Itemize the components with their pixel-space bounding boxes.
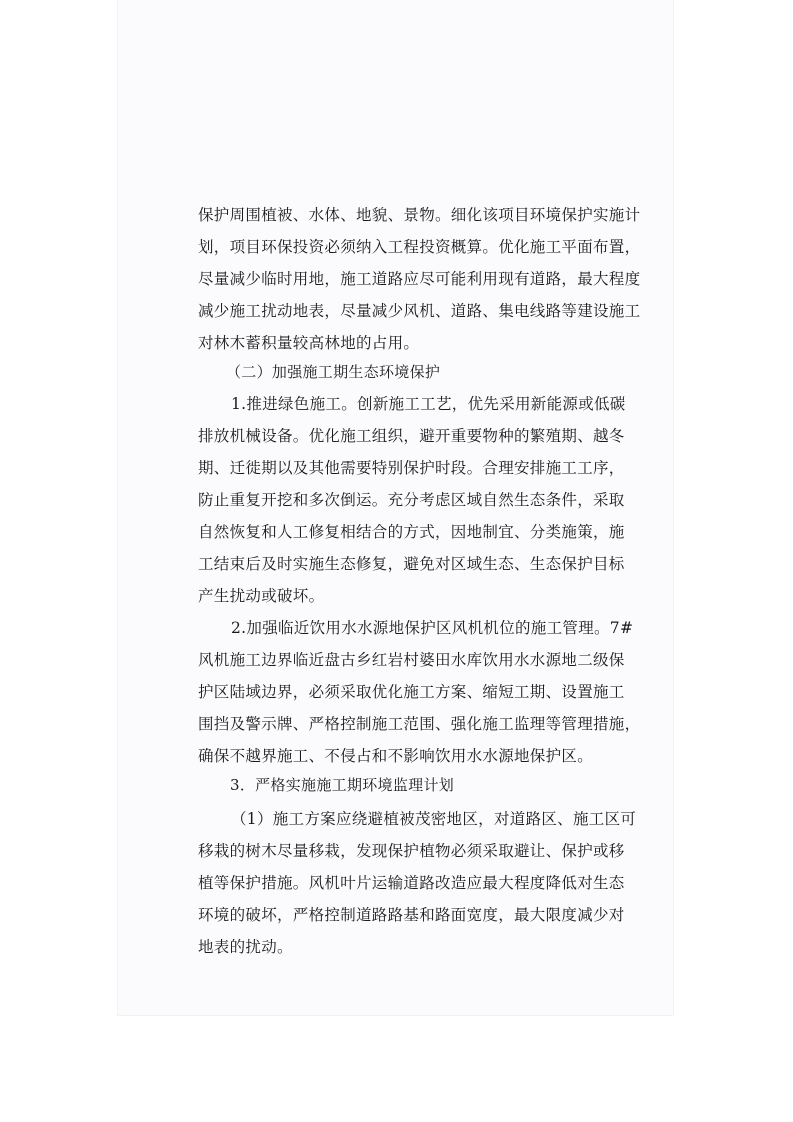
paragraph-line: 尽量减少临时用地，施工道路应尽可能利用现有道路，最大程度 (198, 270, 641, 288)
paragraph-line: 保护周围植被、水体、地貌、景物。细化该项目环境保护实施计 (198, 206, 641, 224)
paragraph-line: 防止重复开挖和多次倒运。充分考虑区域自然生态条件，采取 (198, 491, 625, 509)
paragraph-line: 移栽的树木尽量移栽，发现保护植物必须采取避让、保护或移 (198, 842, 625, 860)
paragraph-line: （1）施工方案应绕避植被茂密地区，对道路区、施工区可 (231, 810, 637, 828)
paragraph-line: 确保不越界施工、不侵占和不影响饮用水水源地保护区。 (198, 747, 594, 765)
paragraph-line: 环境的破坏，严格控制道路路基和路面宽度，最大限度减少对 (198, 906, 625, 924)
section-heading: 3．严格实施施工期环境监理计划 (230, 776, 455, 794)
paragraph-line: 产生扰动或破坏。 (198, 587, 325, 605)
paragraph-line: 2.加强临近饮用水水源地保护区风机机位的施工管理。7# (231, 619, 634, 637)
paragraph-line: 期、迁徙期以及其他需要特别保护时段。合理安排施工工序， (198, 459, 625, 477)
paragraph-line: 工结束后及时实施生态修复，避免对区域生态、生态保护目标 (198, 555, 625, 573)
paragraph-line: 减少施工扰动地表，尽量减少风机、道路、集电线路等建设施工 (198, 302, 641, 320)
paragraph-line: 护区陆域边界，必须采取优化施工方案、缩短工期、设置施工 (198, 683, 625, 701)
paragraph-line: 地表的扰动。 (198, 938, 293, 956)
paragraph-line: 围挡及警示牌、严格控制施工范围、强化施工监理等管理措施， (198, 715, 641, 733)
paragraph-line: 对林木蓄积量较高林地的占用。 (198, 334, 420, 352)
paragraph-line: 植等保护措施。风机叶片运输道路改造应最大程度降低对生态 (198, 874, 625, 892)
paragraph-line: 排放机械设备。优化施工组织，避开重要物种的繁殖期、越冬 (198, 427, 625, 445)
paragraph-line: 1.推进绿色施工。创新施工工艺，优先采用新能源或低碳 (231, 395, 626, 413)
section-heading: （二）加强施工期生态环境保护 (226, 363, 441, 381)
paragraph-line: 风机施工边界临近盘古乡红岩村婆田水库饮用水水源地二级保 (198, 651, 625, 669)
paragraph-line: 自然恢复和人工修复相结合的方式，因地制宜、分类施策，施 (198, 523, 625, 541)
document-page (118, 0, 673, 1015)
paragraph-line: 划，项目环保投资必须纳入工程投资概算。优化施工平面布置， (198, 238, 641, 256)
